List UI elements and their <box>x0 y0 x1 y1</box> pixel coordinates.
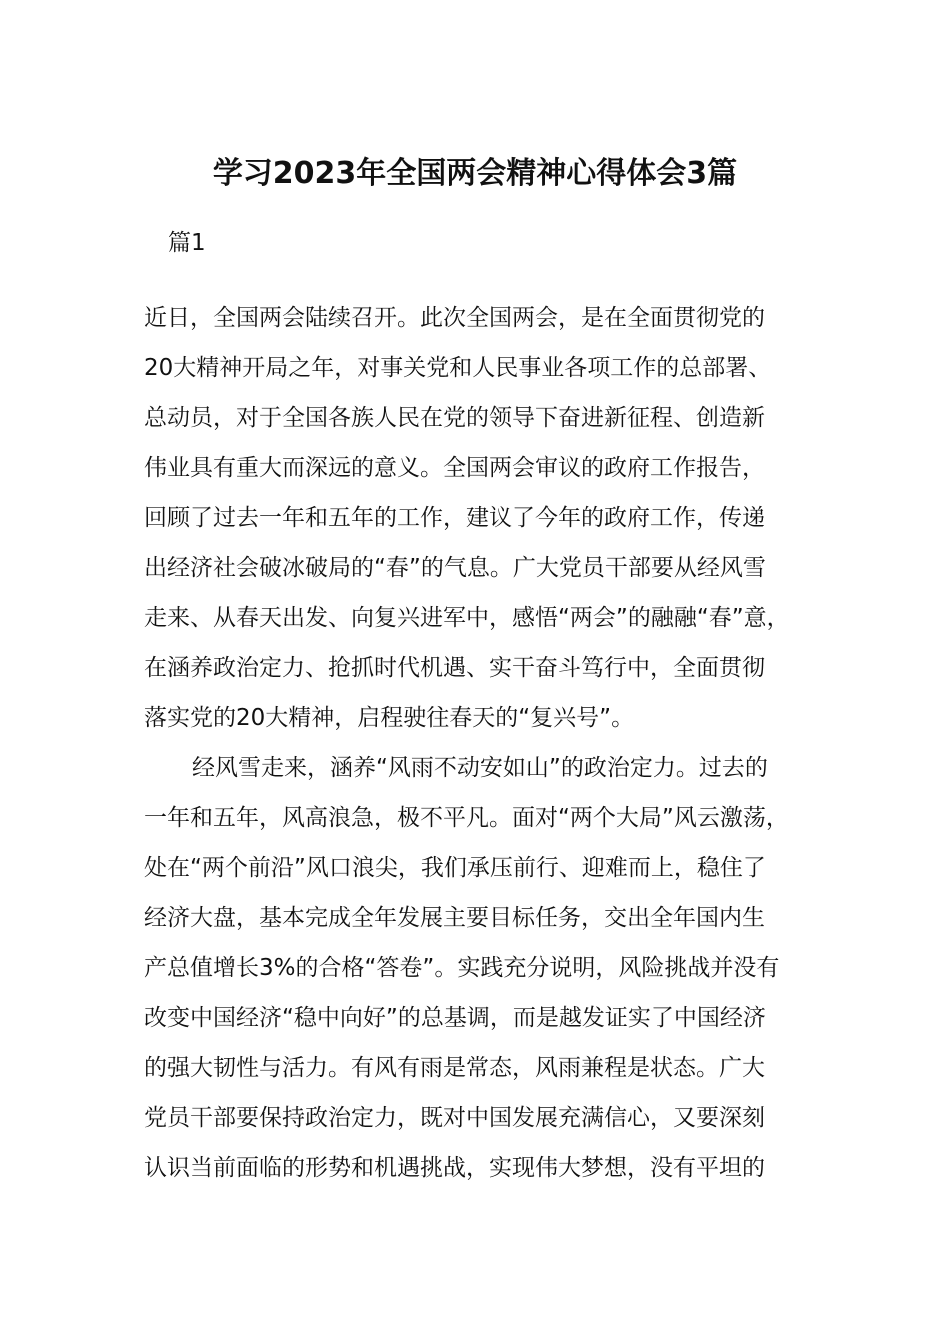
paragraph-line: 伟业具有重大而深远的意义。全国两会审议的政府工作报告， <box>144 455 765 481</box>
paragraph-line: 认识当前面临的形势和机遇挑战，实现伟大梦想，没有平坦的 <box>144 1155 765 1181</box>
paragraph-line: 党员干部要保持政治定力，既对中国发展充满信心，又要深刻 <box>144 1105 765 1131</box>
paragraph-line: 的强大韧性与活力。有风有雨是常态，风雨兼程是状态。广大 <box>144 1055 765 1081</box>
section-label: 篇1 <box>168 230 206 256</box>
paragraph-line: 出经济社会破冰破局的“春”的气息。广大党员干部要从经风雪 <box>144 555 766 581</box>
paragraph-line: 近日，全国两会陆续召开。此次全国两会，是在全面贯彻党的 <box>144 305 765 331</box>
document-title: 学习2023年全国两会精神心得体会3篇 <box>212 156 738 191</box>
paragraph-line: 产总值增长3%的合格“答卷”。实践充分说明，风险挑战并没有 <box>144 955 780 981</box>
paragraph-line: 走来、从春天出发、向复兴进军中，感悟“两会”的融融“春”意， <box>144 605 790 631</box>
paragraph-line: 经济大盘，基本完成全年发展主要目标任务，交出全年国内生 <box>144 905 765 931</box>
paragraph-line: 处在“两个前沿”风口浪尖，我们承压前行、迎难而上，稳住了 <box>144 855 766 881</box>
paragraph-line: 总动员，对于全国各族人民在党的领导下奋进新征程、创造新 <box>144 405 765 431</box>
paragraph-line: 在涵养政治定力、抢抓时代机遇、实干奋斗笃行中，全面贯彻 <box>144 655 765 681</box>
paragraph-line: 改变中国经济“稳中向好”的总基调，而是越发证实了中国经济 <box>144 1005 766 1031</box>
paragraph-line: 回顾了过去一年和五年的工作，建议了今年的政府工作，传递 <box>144 505 765 531</box>
paragraph-line: 落实党的20大精神，启程驶往春天的“复兴号”。 <box>144 705 635 731</box>
paragraph-line: 20大精神开局之年，对事关党和人民事业各项工作的总部署、 <box>144 355 772 381</box>
paragraph-line: 经风雪走来，涵养“风雨不动安如山”的政治定力。过去的 <box>192 755 768 781</box>
paragraph-line: 一年和五年，风高浪急，极不平凡。面对“两个大局”风云激荡， <box>144 805 789 831</box>
